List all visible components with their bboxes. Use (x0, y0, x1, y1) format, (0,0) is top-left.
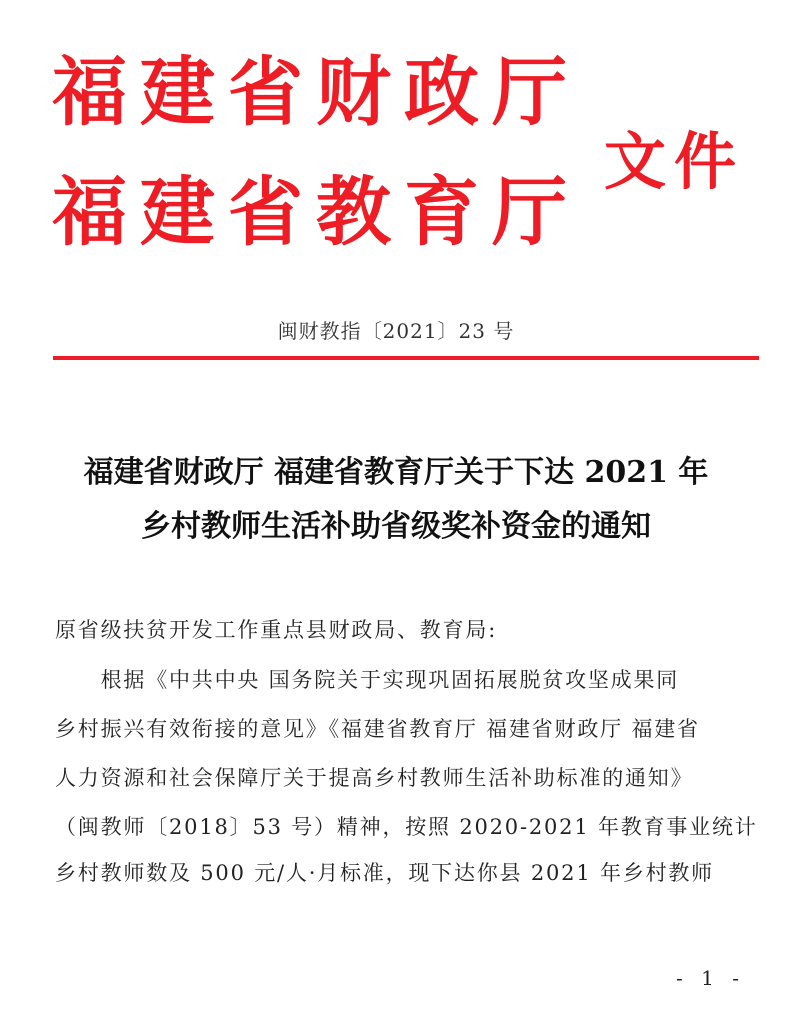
notice-title-line-1: 福建省财政厅 福建省教育厅关于下达 2021 年 (83, 455, 709, 490)
issuer-heading-education: 福建省教育厅 (52, 168, 581, 256)
body-line: 乡村教师数及 500 元/人·月标准，现下达你县 2021 年乡村教师 (55, 861, 714, 885)
issuer-heading-finance: 福建省财政厅 (52, 48, 581, 136)
notice-title-line-2: 乡村教师生活补助省级奖补资金的通知 (141, 509, 651, 544)
body-line: 根据《中共中央 国务院关于实现巩固拓展脱贫攻坚成果同 (55, 668, 680, 692)
red-divider-line (53, 356, 759, 360)
salutation: 原省级扶贫开发工作重点县财政局、教育局: (55, 618, 498, 642)
page-number: - 1 - (676, 966, 745, 990)
body-line: （闽教师〔2018〕53 号）精神，按照 2020-2021 年教育事业统计 (55, 815, 758, 839)
document-type-label: 文件 (604, 125, 745, 198)
body-line: 乡村振兴有效衔接的意见》《福建省教育厅 福建省财政厅 福建省 (55, 717, 700, 741)
body-line: 人力资源和社会保障厅关于提高乡村教师生活补助标准的通知》 (55, 766, 694, 790)
document-number: 闽财教指〔2021〕23 号 (277, 319, 515, 343)
